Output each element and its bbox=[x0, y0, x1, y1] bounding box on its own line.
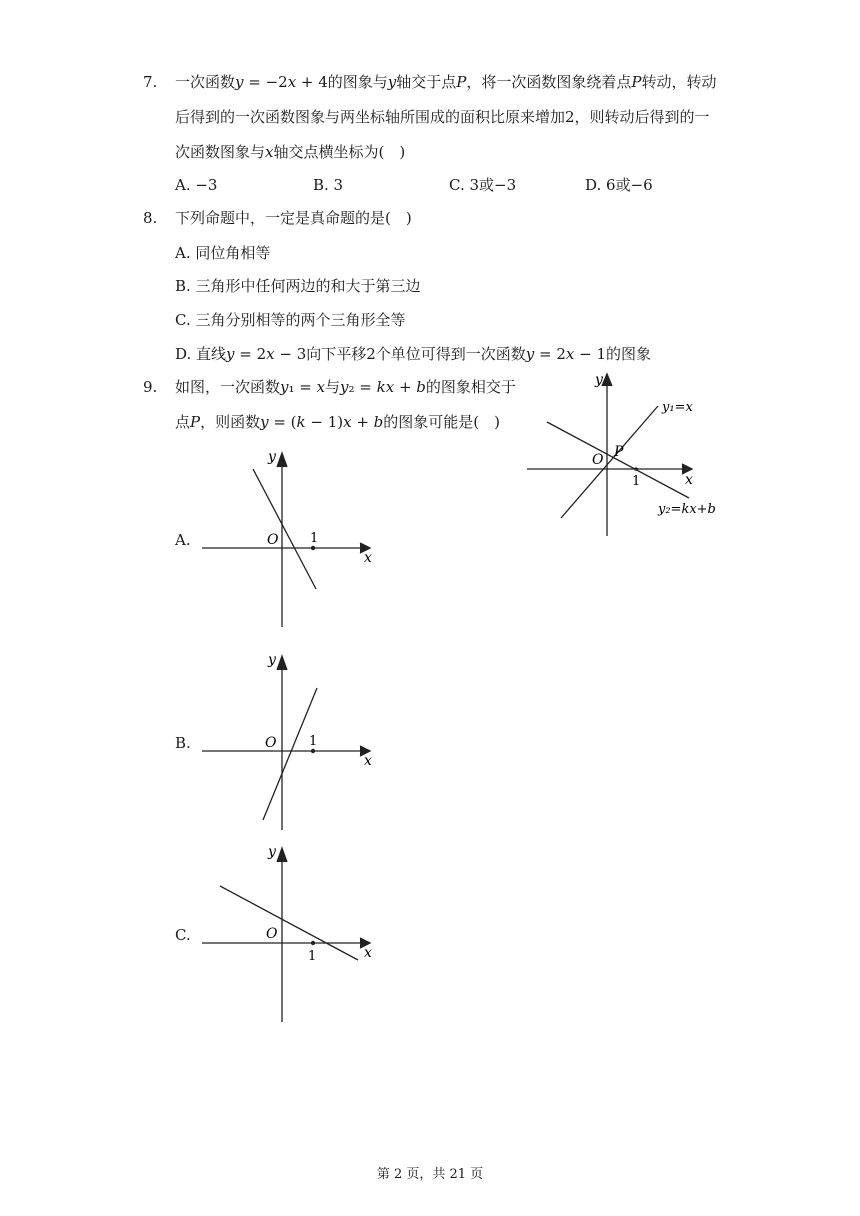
question-8-line-1: 下列命题中，一定是真命题的是( ) bbox=[175, 209, 412, 227]
option-b-tick-1-label: 1 bbox=[309, 734, 318, 749]
question-9-line-1: 如图，一次函数𝑦₁ = 𝑥与𝑦₂ = 𝑘𝑥 + 𝑏的图象相交于 bbox=[175, 378, 516, 396]
option-a-tick-1 bbox=[311, 546, 315, 550]
option-b-line bbox=[263, 688, 317, 820]
ref-y2-label: y₂=kx+b bbox=[658, 502, 716, 517]
ref-line-y1 bbox=[561, 406, 658, 518]
question-9-reference-figure bbox=[525, 368, 725, 538]
option-c-tick-1 bbox=[311, 941, 315, 945]
option-c-x-label: x bbox=[364, 945, 372, 961]
question-8-option-b[interactable]: B. 三角形中任何两边的和大于第三边 bbox=[175, 277, 421, 295]
option-a-origin-label: O bbox=[267, 532, 279, 548]
option-b-y-label: y bbox=[268, 652, 276, 668]
question-9-line-2: 点𝑃，则函数𝑦 = (𝑘 − 1)𝑥 + 𝑏的图象可能是( ) bbox=[175, 413, 500, 431]
ref-line-y2 bbox=[547, 422, 689, 498]
ref-point-label: P bbox=[614, 444, 624, 460]
ref-tick-1-label: 1 bbox=[632, 474, 641, 489]
ref-y-arrow bbox=[602, 374, 612, 386]
question-7-line-3: 次函数图象与𝑥轴交点横坐标为( ) bbox=[175, 143, 406, 161]
option-c-tick-1-label: 1 bbox=[308, 949, 317, 964]
question-7-option-a[interactable]: A. −3 bbox=[175, 176, 218, 194]
option-b-origin-label: O bbox=[265, 735, 277, 751]
question-8-option-d[interactable]: D. 直线𝑦 = 2𝑥 − 3向下平移2个单位可得到一次函数𝑦 = 2𝑥 − 1的图象 bbox=[175, 345, 652, 363]
option-c-y-label: y bbox=[268, 844, 276, 860]
ref-y1-label: y₁=x bbox=[662, 400, 693, 415]
option-b-x-label: x bbox=[364, 753, 372, 769]
question-7-line-1: 一次函数𝑦 = −2𝑥 + 4的图象与𝑦轴交于点𝑃，将一次函数图象绕着点𝑃转动，转动 bbox=[175, 73, 717, 91]
question-9-option-b-label[interactable]: B. bbox=[175, 734, 191, 752]
option-a-line bbox=[253, 469, 319, 589]
option-c-line bbox=[220, 886, 358, 960]
question-7-option-b[interactable]: B. 3 bbox=[313, 176, 344, 194]
option-a-y-label: y bbox=[268, 449, 276, 465]
question-9-option-c-label[interactable]: C. bbox=[175, 926, 191, 944]
question-9-option-a-graph[interactable] bbox=[200, 445, 385, 630]
question-9-option-b-graph[interactable] bbox=[200, 648, 385, 833]
option-c-y-arrow bbox=[277, 848, 287, 862]
option-a-y-arrow bbox=[277, 453, 287, 467]
question-7-option-c[interactable]: C. 3或−3 bbox=[449, 176, 517, 194]
question-8-number: 8. bbox=[143, 209, 158, 227]
option-a-tick-1-label: 1 bbox=[310, 531, 319, 546]
question-9-option-a-label[interactable]: A. bbox=[175, 531, 191, 549]
question-8-option-c[interactable]: C. 三角分别相等的两个三角形全等 bbox=[175, 311, 406, 329]
option-a-x-label: x bbox=[364, 550, 372, 566]
option-b-y-arrow bbox=[277, 656, 287, 670]
ref-origin-label: O bbox=[592, 452, 604, 468]
question-8-option-a[interactable]: A. 同位角相等 bbox=[175, 244, 271, 262]
question-9-option-c-graph[interactable] bbox=[200, 840, 385, 1025]
question-9-number: 9. bbox=[143, 378, 158, 396]
question-7-number: 7. bbox=[143, 73, 158, 91]
page-footer: 第 2 页，共 21 页 bbox=[376, 1167, 484, 1182]
option-b-tick-1 bbox=[311, 749, 315, 753]
question-7-option-d[interactable]: D. 6或−6 bbox=[585, 176, 653, 194]
option-c-origin-label: O bbox=[266, 926, 278, 942]
ref-tick-1 bbox=[634, 467, 638, 471]
ref-x-label: x bbox=[685, 472, 693, 488]
ref-y-label: y bbox=[595, 372, 603, 388]
question-7-line-2: 后得到的一次函数图象与两坐标轴所围成的面积比原来增加2，则转动后得到的一 bbox=[175, 108, 710, 126]
